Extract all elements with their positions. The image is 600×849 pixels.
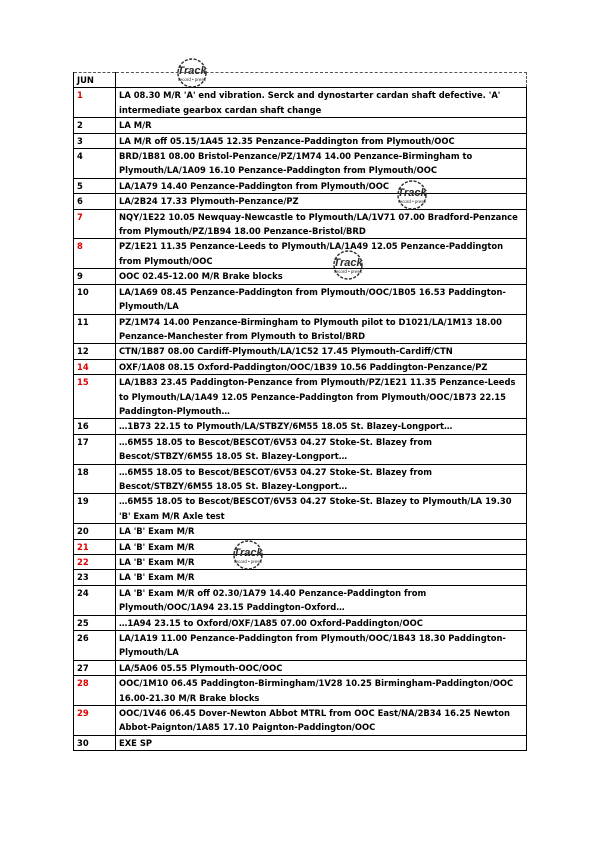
day-cell: 16 [74, 419, 116, 434]
svg-text:Track: Track [333, 257, 363, 269]
track-watermark-logo [170, 58, 214, 88]
svg-text:Track: Track [233, 547, 263, 559]
duty-cell: LA 'B' Exam M/R off 02.30/1A79 14.40 Penzance-Paddington from Plymouth/OOC/1A94 23.15 Paddington-Oxford… [116, 585, 527, 615]
log-row [74, 314, 527, 344]
duty-cell: OOC 02.45-12.00 M/R Brake blocks [116, 269, 527, 284]
day-cell: 9 [74, 269, 116, 284]
duty-cell: OXF/1A08 08.15 Oxford-Paddington/OOC/1B39 10.56 Paddington-Penzance/PZ [116, 359, 527, 374]
duty-cell: LA M/R off 05.15/1A45 12.35 Penzance-Paddington from Plymouth/OOC [116, 133, 527, 148]
day-cell: 22 [74, 555, 116, 570]
duty-cell: LA/2B24 17.33 Plymouth-Penzance/PZ [116, 194, 527, 209]
log-row [74, 615, 527, 630]
day-cell: 2 [74, 118, 116, 133]
day-cell: 14 [74, 359, 116, 374]
log-row [74, 118, 527, 133]
duty-cell: PZ/1M74 14.00 Penzance-Birmingham to Plymouth pilot to D1021/LA/1M13 18.00 Penzance-Manchester from Plymouth to Bristol/BRD [116, 314, 527, 344]
day-cell: 23 [74, 570, 116, 585]
duty-cell: …1B73 22.15 to Plymouth/LA/STBZY/6M55 18.05 St. Blazey-Longport… [116, 419, 527, 434]
track-watermark-logo [390, 180, 434, 210]
log-row [74, 676, 527, 706]
day-cell: 20 [74, 524, 116, 539]
log-row [74, 434, 527, 464]
day-cell: 26 [74, 631, 116, 661]
log-row [74, 194, 527, 209]
day-cell: 25 [74, 615, 116, 630]
svg-text:record • press: record • press [398, 199, 426, 204]
duty-cell: OOC/1V46 06.45 Dover-Newton Abbot MTRL from OOC East/NA/2B34 16.25 Newton Abbot-Paignton/1A85 17.10 Paignton-Paddington/OOC [116, 706, 527, 736]
log-row [74, 209, 527, 239]
duty-cell: LA 'B' Exam M/R [116, 539, 527, 554]
log-row [74, 344, 527, 359]
svg-text:record • press: record • press [178, 77, 206, 82]
duty-cell: LA/1A69 08.45 Penzance-Paddington from Plymouth/OOC/1B05 16.53 Paddington-Plymouth/LA [116, 284, 527, 314]
log-table-body [74, 73, 527, 751]
day-cell: 6 [74, 194, 116, 209]
duty-cell: LA 08.30 M/R 'A' end vibration. Serck and dynostarter cardan shaft defective. 'A' intermediate gearbox cardan shaft change [116, 88, 527, 118]
duty-cell: LA M/R [116, 118, 527, 133]
duty-cell: …6M55 18.05 to Bescot/BESCOT/6V53 04.27 Stoke-St. Blazey from Bescot/STBZY/6M55 18.05 St. Blazey-Longport… [116, 434, 527, 464]
log-row [74, 570, 527, 585]
log-row [74, 375, 527, 419]
duty-cell: LA/1B83 23.45 Paddington-Penzance from Plymouth/PZ/1E21 11.35 Penzance-Leeds to Plymouth/LA/1A49 12.05 Penzance-Paddington from Plymouth/OOC/1B73 22.15 Paddington-Plymouth… [116, 375, 527, 419]
log-row [74, 464, 527, 494]
track-watermark-logo [226, 540, 270, 570]
svg-text:Track: Track [397, 187, 427, 199]
log-row [74, 269, 527, 284]
day-cell: 5 [74, 178, 116, 193]
duty-cell: LA/5A06 05.55 Plymouth-OOC/OOC [116, 660, 527, 675]
duty-cell: PZ/1E21 11.35 Penzance-Leeds to Plymouth/LA/1A49 12.05 Penzance-Paddington from Plymouth/OOC [116, 239, 527, 269]
svg-text:record • press: record • press [234, 559, 262, 564]
day-cell: 17 [74, 434, 116, 464]
day-cell: 19 [74, 494, 116, 524]
day-cell: 24 [74, 585, 116, 615]
log-row [74, 539, 527, 554]
day-cell: 28 [74, 676, 116, 706]
day-cell: 30 [74, 735, 116, 750]
log-row [74, 660, 527, 675]
log-row [74, 284, 527, 314]
log-row [74, 419, 527, 434]
table-header-row [74, 73, 527, 88]
locomotive-log-table [73, 72, 527, 751]
duty-cell: LA 'B' Exam M/R [116, 555, 527, 570]
duty-cell: …6M55 18.05 to Bescot/BESCOT/6V53 04.27 Stoke-St. Blazey to Plymouth/LA 19.30 'B' Exam M/R Axle test [116, 494, 527, 524]
day-cell: 29 [74, 706, 116, 736]
month-label: JUN [74, 73, 116, 88]
day-cell: 4 [74, 149, 116, 179]
duty-cell: …1A94 23.15 to Oxford/OXF/1A85 07.00 Oxford-Paddington/OOC [116, 615, 527, 630]
duty-cell: LA/1A19 11.00 Penzance-Paddington from Plymouth/OOC/1B43 18.30 Paddington-Plymouth/LA [116, 631, 527, 661]
log-row [74, 239, 527, 269]
svg-text:Track: Track [177, 65, 207, 77]
log-row [74, 555, 527, 570]
duty-cell: LA 'B' Exam M/R [116, 524, 527, 539]
log-row [74, 178, 527, 193]
day-cell: 27 [74, 660, 116, 675]
duty-cell: …6M55 18.05 to Bescot/BESCOT/6V53 04.27 Stoke-St. Blazey from Bescot/STBZY/6M55 18.05 St. Blazey-Longport… [116, 464, 527, 494]
duty-cell: BRD/1B81 08.00 Bristol-Penzance/PZ/1M74 14.00 Penzance-Birmingham to Plymouth/LA/1A09 16.10 Penzance-Paddington from Plymouth/OOC [116, 149, 527, 179]
log-row [74, 88, 527, 118]
duty-cell: LA/1A79 14.40 Penzance-Paddington from Plymouth/OOC [116, 178, 527, 193]
day-cell: 21 [74, 539, 116, 554]
duty-cell: LA 'B' Exam M/R [116, 570, 527, 585]
log-row [74, 585, 527, 615]
day-cell: 12 [74, 344, 116, 359]
svg-text:record • press: record • press [334, 269, 362, 274]
log-row [74, 149, 527, 179]
day-cell: 3 [74, 133, 116, 148]
duty-cell: CTN/1B87 08.00 Cardiff-Plymouth/LA/1C52 17.45 Plymouth-Cardiff/CTN [116, 344, 527, 359]
log-row [74, 494, 527, 524]
day-cell: 18 [74, 464, 116, 494]
duty-cell: OOC/1M10 06.45 Paddington-Birmingham/1V28 10.25 Birmingham-Paddington/OOC 16.00-21.30 M/R Brake blocks [116, 676, 527, 706]
day-cell: 15 [74, 375, 116, 419]
log-row [74, 631, 527, 661]
log-row [74, 359, 527, 374]
log-row [74, 735, 527, 750]
duty-cell: NQY/1E22 10.05 Newquay-Newcastle to Plymouth/LA/1V71 07.00 Bradford-Penzance from Plymouth/PZ/1B94 18.00 Penzance-Bristol/BRD [116, 209, 527, 239]
day-cell: 10 [74, 284, 116, 314]
log-row [74, 133, 527, 148]
duty-cell: EXE SP [116, 735, 527, 750]
day-cell: 11 [74, 314, 116, 344]
day-cell: 1 [74, 88, 116, 118]
log-row [74, 524, 527, 539]
track-watermark-logo [326, 250, 370, 280]
day-cell: 7 [74, 209, 116, 239]
day-cell: 8 [74, 239, 116, 269]
log-row [74, 706, 527, 736]
